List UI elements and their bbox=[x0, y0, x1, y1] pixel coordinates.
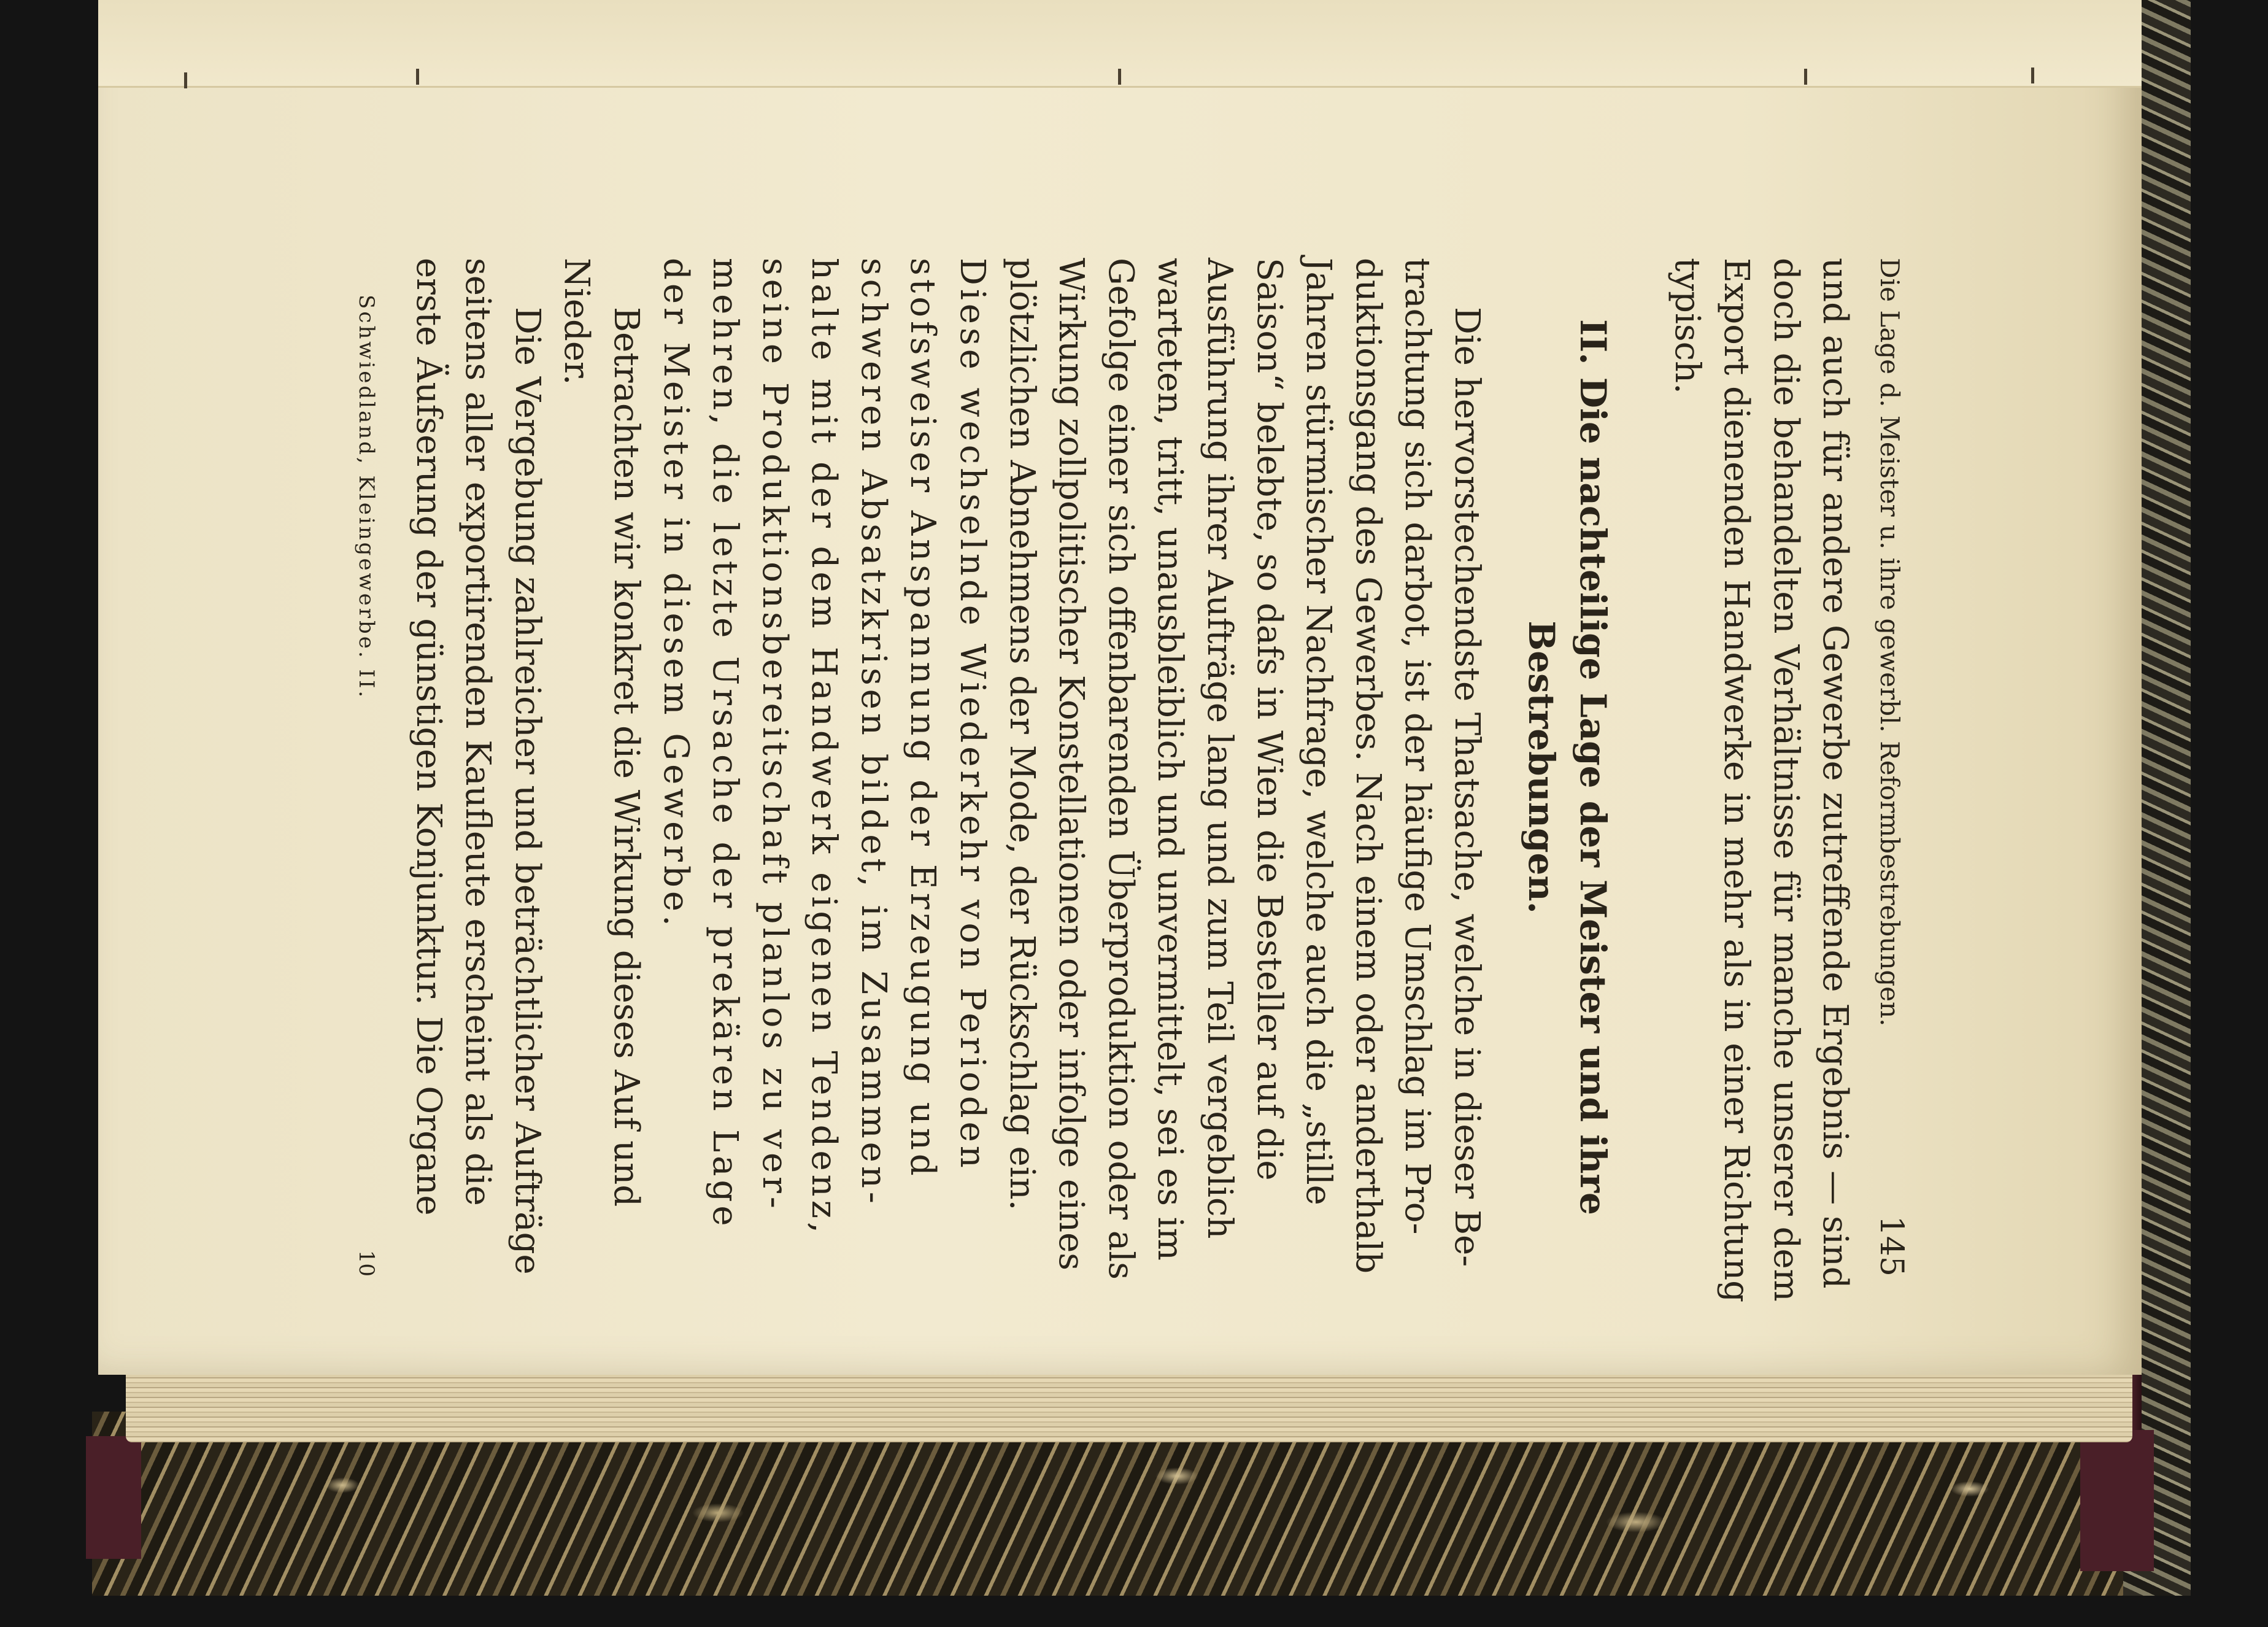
text-line: Export dienenden Handwerke in mehr als in einer Richtung bbox=[1716, 258, 1757, 1303]
text-line: seitens aller exportirenden Kaufleute erscheint als die bbox=[458, 258, 498, 1206]
section-heading-line: II. Die nachteilige Lage der Meister und ihre bbox=[1572, 319, 1614, 1215]
text-line: plötzlichen Abnehmens der Mode, der Rückschlag ein. bbox=[1001, 258, 1042, 1211]
text-line: seine Produktionsbereitschaft planlos zu ver- bbox=[754, 258, 795, 1212]
binding-stitch bbox=[416, 69, 419, 85]
sheet-number: 10 bbox=[353, 1250, 379, 1277]
text-line: doch die behandelten Verhältnisse für manche unserer dem bbox=[1765, 258, 1806, 1302]
signature-mark: Schwiedland, Kleingewerbe. II. bbox=[353, 295, 379, 700]
text-line: mehren, die letzte Ursache der prekären Lage bbox=[705, 258, 746, 1230]
page-text bbox=[353, 258, 1916, 1303]
section-heading bbox=[1516, 258, 1619, 1277]
paragraph bbox=[403, 258, 552, 1277]
text-line: duktionsgang des Gewerbes. Nach einem oder anderthalb bbox=[1348, 258, 1388, 1274]
text-line: Betrachten wir konkret die Wirkung dieses Auf und bbox=[606, 307, 646, 1207]
text-line: und auch für andere Gewerbe zutreffende Ergebnis — sind bbox=[1815, 258, 1856, 1289]
text-line: erste Äufserung der günstigen Konjunktur. Die Organe bbox=[408, 258, 449, 1216]
text-line: trachtung sich darbot, ist der häufige Umschlag im Pro- bbox=[1397, 258, 1438, 1235]
binding-stitch bbox=[1804, 69, 1807, 85]
text-line: Saison“ belebte, so dafs in Wien die Besteller auf die bbox=[1249, 258, 1289, 1181]
text-line: Nieder. bbox=[557, 258, 597, 385]
text-line: stofsweiser Anspannung der Erzeugung und bbox=[903, 258, 943, 1180]
binding-stitch bbox=[184, 72, 187, 88]
text-line: Jahren stürmischer Nachfrage, welche auch die „stille bbox=[1298, 258, 1339, 1205]
binding-stitch bbox=[2031, 68, 2034, 83]
page-footer bbox=[341, 258, 391, 1277]
text-line: warteten, tritt, unausbleiblich und unvermittelt, sei es im bbox=[1150, 258, 1190, 1261]
section-heading-line: Bestrebungen. bbox=[1521, 620, 1563, 914]
binding-stitch bbox=[1118, 69, 1121, 85]
paragraph bbox=[552, 258, 650, 1277]
paragraph bbox=[650, 258, 1491, 1280]
cloth-corner-right bbox=[2080, 1430, 2154, 1571]
page-number: 145 bbox=[1873, 1215, 1910, 1277]
running-head bbox=[1864, 258, 1916, 1277]
text-line: typisch. bbox=[1667, 258, 1707, 394]
cloth-corner-left bbox=[86, 1436, 141, 1559]
text-line: Wirkung zollpolitischer Konstellationen oder infolge eines bbox=[1051, 258, 1092, 1270]
page-edges bbox=[126, 1369, 2132, 1442]
text-line: halte mit der dem Handwerk eigenen Tendenz, bbox=[804, 258, 844, 1237]
text-line: Diese wechselnde Wiederkehr von Perioden bbox=[952, 258, 993, 1172]
text-line: schweren Absatzkrisen bildet, im Zusammen- bbox=[853, 258, 893, 1207]
text-line: Gefolge einer sich offenbarenden Überproduktion oder als bbox=[1100, 258, 1141, 1280]
text-line: der Meister in diesem Gewerbe. bbox=[655, 258, 696, 930]
intro-paragraph bbox=[1662, 258, 1859, 1303]
text-line: Ausführung ihrer Aufträge lang und zum Teil vergeblich bbox=[1200, 258, 1240, 1239]
running-head-title: Die Lage d. Meister u. ihre gewerbl. Reformbestrebungen. bbox=[1875, 258, 1905, 1027]
text-line: Die Vergebung zahlreicher und beträchtlicher Aufträge bbox=[507, 307, 547, 1275]
text-line: Die hervorstechendste Thatsache, welche in dieser Be- bbox=[1447, 307, 1487, 1267]
